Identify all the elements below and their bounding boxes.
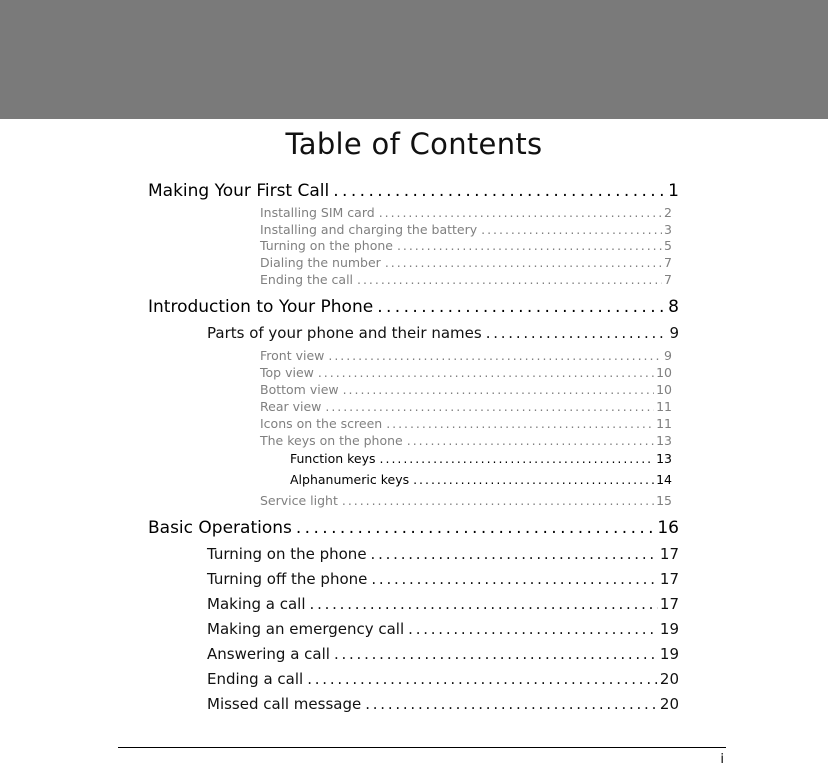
toc-page-number: 19 [659, 645, 679, 663]
toc-entry-label: Basic Operations [148, 518, 292, 538]
toc-entry-front-view[interactable] [260, 348, 672, 364]
dot-leader [325, 399, 654, 414]
dot-leader [408, 620, 658, 638]
toc-section-turning-off[interactable] [207, 570, 679, 590]
toc-entry-label: Turning on the phone [260, 238, 393, 253]
dot-leader [328, 348, 662, 363]
toc-page-number: 9 [669, 324, 679, 342]
dot-leader [310, 595, 658, 613]
toc-page-number: 17 [659, 545, 679, 563]
toc-entry-rear-view[interactable] [260, 399, 672, 415]
toc-entry-label: Parts of your phone and their names [207, 324, 482, 342]
toc-entry-alphanumeric-keys[interactable] [290, 472, 672, 488]
toc-entry-dialing-number[interactable] [260, 255, 672, 271]
toc-page-number: 1 [668, 181, 679, 201]
toc-entry-bottom-view[interactable] [260, 382, 672, 398]
toc-page-number: 14 [656, 472, 672, 487]
dot-leader [413, 472, 654, 487]
toc-section-parts-of-phone[interactable] [207, 324, 679, 344]
toc-page-number: 20 [659, 695, 679, 713]
dot-leader [377, 297, 666, 317]
toc-entry-ending-the-call[interactable] [260, 272, 672, 288]
dot-leader [334, 645, 658, 663]
dot-leader [371, 570, 658, 588]
toc-entry-label: Service light [260, 493, 338, 508]
dot-leader [333, 181, 666, 201]
toc-entry-label: Dialing the number [260, 255, 381, 270]
toc-page-number: 2 [664, 205, 672, 220]
dot-leader [407, 433, 654, 448]
toc-page-number: 20 [659, 670, 679, 688]
toc-chapter-basic-operations[interactable] [148, 518, 679, 540]
toc-entry-label: Installing and charging the battery [260, 222, 478, 237]
page-title: Table of Contents [285, 127, 543, 161]
dot-leader [343, 382, 654, 397]
toc-entry-label: Making Your First Call [148, 181, 330, 201]
toc-chapter-introduction[interactable] [148, 297, 679, 319]
toc-entry-keys-on-phone[interactable] [260, 433, 672, 449]
toc-section-answering-a-call[interactable] [207, 645, 679, 665]
toc-section-ending-a-call[interactable] [207, 670, 679, 690]
toc-entry-installing-battery[interactable] [260, 222, 672, 238]
toc-entry-service-light[interactable] [260, 493, 672, 509]
toc-page-number: 7 [664, 272, 672, 287]
toc-section-missed-call[interactable] [207, 695, 679, 715]
toc-entry-label: Rear view [260, 399, 322, 414]
dot-leader [486, 324, 668, 342]
toc-page-number: 10 [656, 382, 672, 397]
toc-page-number: 11 [656, 416, 672, 431]
toc-entry-label: Answering a call [207, 645, 330, 663]
toc-section-turning-on[interactable] [207, 545, 679, 565]
toc-entry-label: Icons on the screen [260, 416, 383, 431]
dot-leader [386, 416, 654, 431]
footer-rule [118, 747, 726, 748]
toc-entry-label: Alphanumeric keys [290, 472, 410, 487]
dot-leader [318, 365, 654, 380]
dot-leader [385, 255, 662, 270]
toc-page-number: 8 [668, 297, 679, 317]
toc-page-number: 13 [656, 433, 672, 448]
footer-page-number: i [720, 752, 724, 767]
toc-section-emergency-call[interactable] [207, 620, 679, 640]
toc-entry-top-view[interactable] [260, 365, 672, 381]
toc-entry-label: Ending the call [260, 272, 354, 287]
toc-entry-label: Ending a call [207, 670, 304, 688]
toc-entry-label: The keys on the phone [260, 433, 403, 448]
toc-entry-label: Introduction to Your Phone [148, 297, 374, 317]
toc-page-number: 7 [664, 255, 672, 270]
toc-entry-label: Making a call [207, 595, 306, 613]
toc-page-number: 16 [657, 518, 679, 538]
toc-page-number: 10 [656, 365, 672, 380]
toc-page-number: 19 [659, 620, 679, 638]
toc-page-number: 17 [659, 570, 679, 588]
header-band [0, 0, 828, 119]
toc-page-number: 9 [664, 348, 672, 363]
toc-entry-label: Function keys [290, 451, 376, 466]
toc-page-number: 11 [656, 399, 672, 414]
toc-page-number: 13 [656, 451, 672, 466]
dot-leader [379, 205, 662, 220]
toc-entry-label: Top view [260, 365, 314, 380]
toc-entry-label: Making an emergency call [207, 620, 405, 638]
toc-page-number: 17 [659, 595, 679, 613]
toc-entry-label: Front view [260, 348, 325, 363]
toc-section-making-a-call[interactable] [207, 595, 679, 615]
toc-entry-turning-on-phone[interactable] [260, 238, 672, 254]
toc-entry-label: Installing SIM card [260, 205, 375, 220]
toc-entry-label: Turning off the phone [207, 570, 368, 588]
toc-entry-label: Missed call message [207, 695, 362, 713]
toc-page-number: 3 [664, 222, 672, 237]
toc-entry-icons-on-screen[interactable] [260, 416, 672, 432]
toc-entry-function-keys[interactable] [290, 451, 672, 467]
dot-leader [342, 493, 654, 508]
toc-entry-label: Turning on the phone [207, 545, 367, 563]
dot-leader [296, 518, 655, 538]
dot-leader [357, 272, 662, 287]
dot-leader [481, 222, 662, 237]
toc-entry-installing-sim-card[interactable] [260, 205, 672, 221]
dot-leader [371, 545, 658, 563]
toc-page-number: 15 [656, 493, 672, 508]
toc-chapter-making-your-first-call[interactable] [148, 181, 679, 203]
dot-leader [365, 695, 658, 713]
dot-leader [307, 670, 658, 688]
toc-entry-label: Bottom view [260, 382, 339, 397]
toc-page-number: 5 [664, 238, 672, 253]
dot-leader [397, 238, 662, 253]
dot-leader [380, 451, 655, 466]
